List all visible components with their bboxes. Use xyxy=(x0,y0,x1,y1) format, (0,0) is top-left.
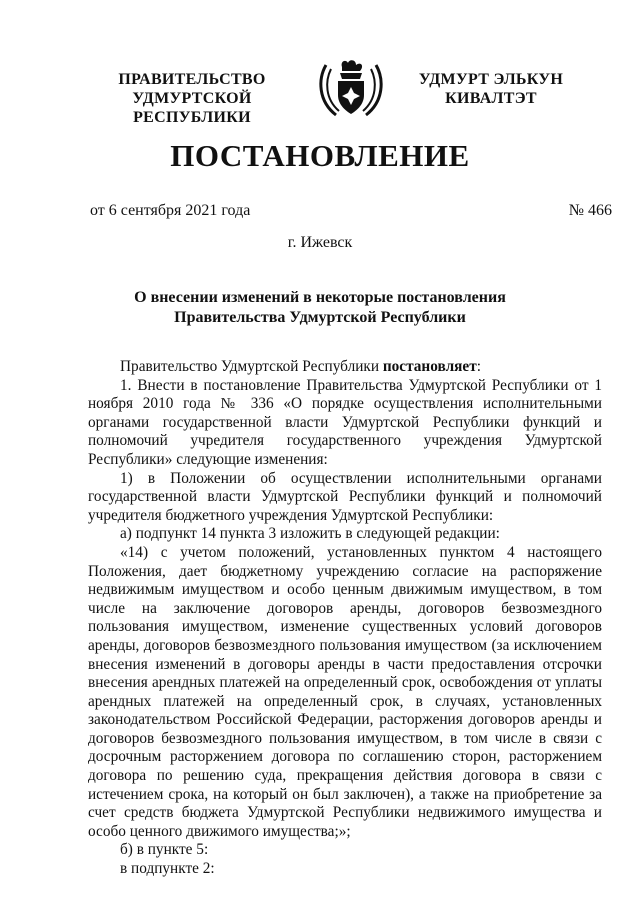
document-date: от 6 сентября 2021 года xyxy=(90,202,251,219)
document-title: ПОСТАНОВЛЕНИЕ xyxy=(170,138,470,173)
document-city: г. Ижевск xyxy=(287,234,353,251)
issuer-name-russian xyxy=(72,70,312,127)
paragraph-1: 1. Внести в постановление Правительства Удмуртской Республики от 1 ноября 2010 года № 336 «О порядке осуществления исполнительными органами государственной власти Удмуртской Республики функций и полномочий учредителя государственного учреждения Удмуртской Республики» следующие изменения: xyxy=(88,376,602,468)
intro-paragraph xyxy=(88,358,602,377)
subject-line-2: Правительства Удмуртской Республики xyxy=(174,309,466,326)
subject-line-1: О внесении изменений в некоторые постановления xyxy=(134,289,506,306)
paragraph-2: 1) в Положении об осуществлении исполнительными органами государственной власти Удмуртской Республики функций и полномочий учредителя бюджетного учреждения Удмуртской Республики: xyxy=(88,469,602,524)
issuer-line-1: ПРАВИТЕЛЬСТВО xyxy=(118,71,266,88)
intro-bold-verb: постановляет xyxy=(382,358,477,375)
issuer-line-2: УДМУРТСКОЙ РЕСПУБЛИКИ xyxy=(132,90,252,126)
document-subject xyxy=(0,288,640,328)
document-number: № 466 xyxy=(568,202,612,219)
paragraph-4: «14) с учетом положений, установленных пунктом 4 настоящего Положения, дает бюджетному учреждению согласие на распоряжение недвижимым имуществом и особо ценным движимым имуществом, в том числе на заключение договоров аренды, договоров безвозмездного пользования имуществом, изменение существенных условий договоров аренды, договоров безвозмездного пользования имуществом (за исключением внесения изменений в договоры аренды в части предоставления отсрочки внесения арендных платежей на определенный срок, освобождения от уплаты арендных платежей на определенный срок, в случаях, установленных законодательством Российской Федерации, расторжения договоров аренды и договоров безвозмездного пользования имуществом, в том числе в связи с досрочным расторжением договора по соглашению сторон, расторжением договора по решению суда, прекращения действия договора в связи с истечением срока, на который он был заключен), а также на приобретение за счет средств бюджета Удмуртской Республики недвижимого имущества и особо ценного движимого имущества;»; xyxy=(88,543,602,840)
paragraph-6: в подпункте 2: xyxy=(120,860,215,878)
udmurt-coat-of-arms-icon xyxy=(316,57,386,119)
intro-colon: : xyxy=(476,358,481,375)
issuer-udmurt-line-1: УДМУРТ ЭЛЬКУН xyxy=(418,71,564,88)
issuer-name-udmurt xyxy=(396,70,586,108)
issuer-udmurt-line-2: КИВАЛТЭТ xyxy=(445,90,537,107)
document-body xyxy=(88,358,602,879)
intro-text: Правительство Удмуртской Республики xyxy=(120,358,383,375)
paragraph-3: а) подпункт 14 пункта 3 изложить в следующей редакции: xyxy=(120,525,500,543)
paragraph-5: б) в пункте 5: xyxy=(120,841,209,859)
